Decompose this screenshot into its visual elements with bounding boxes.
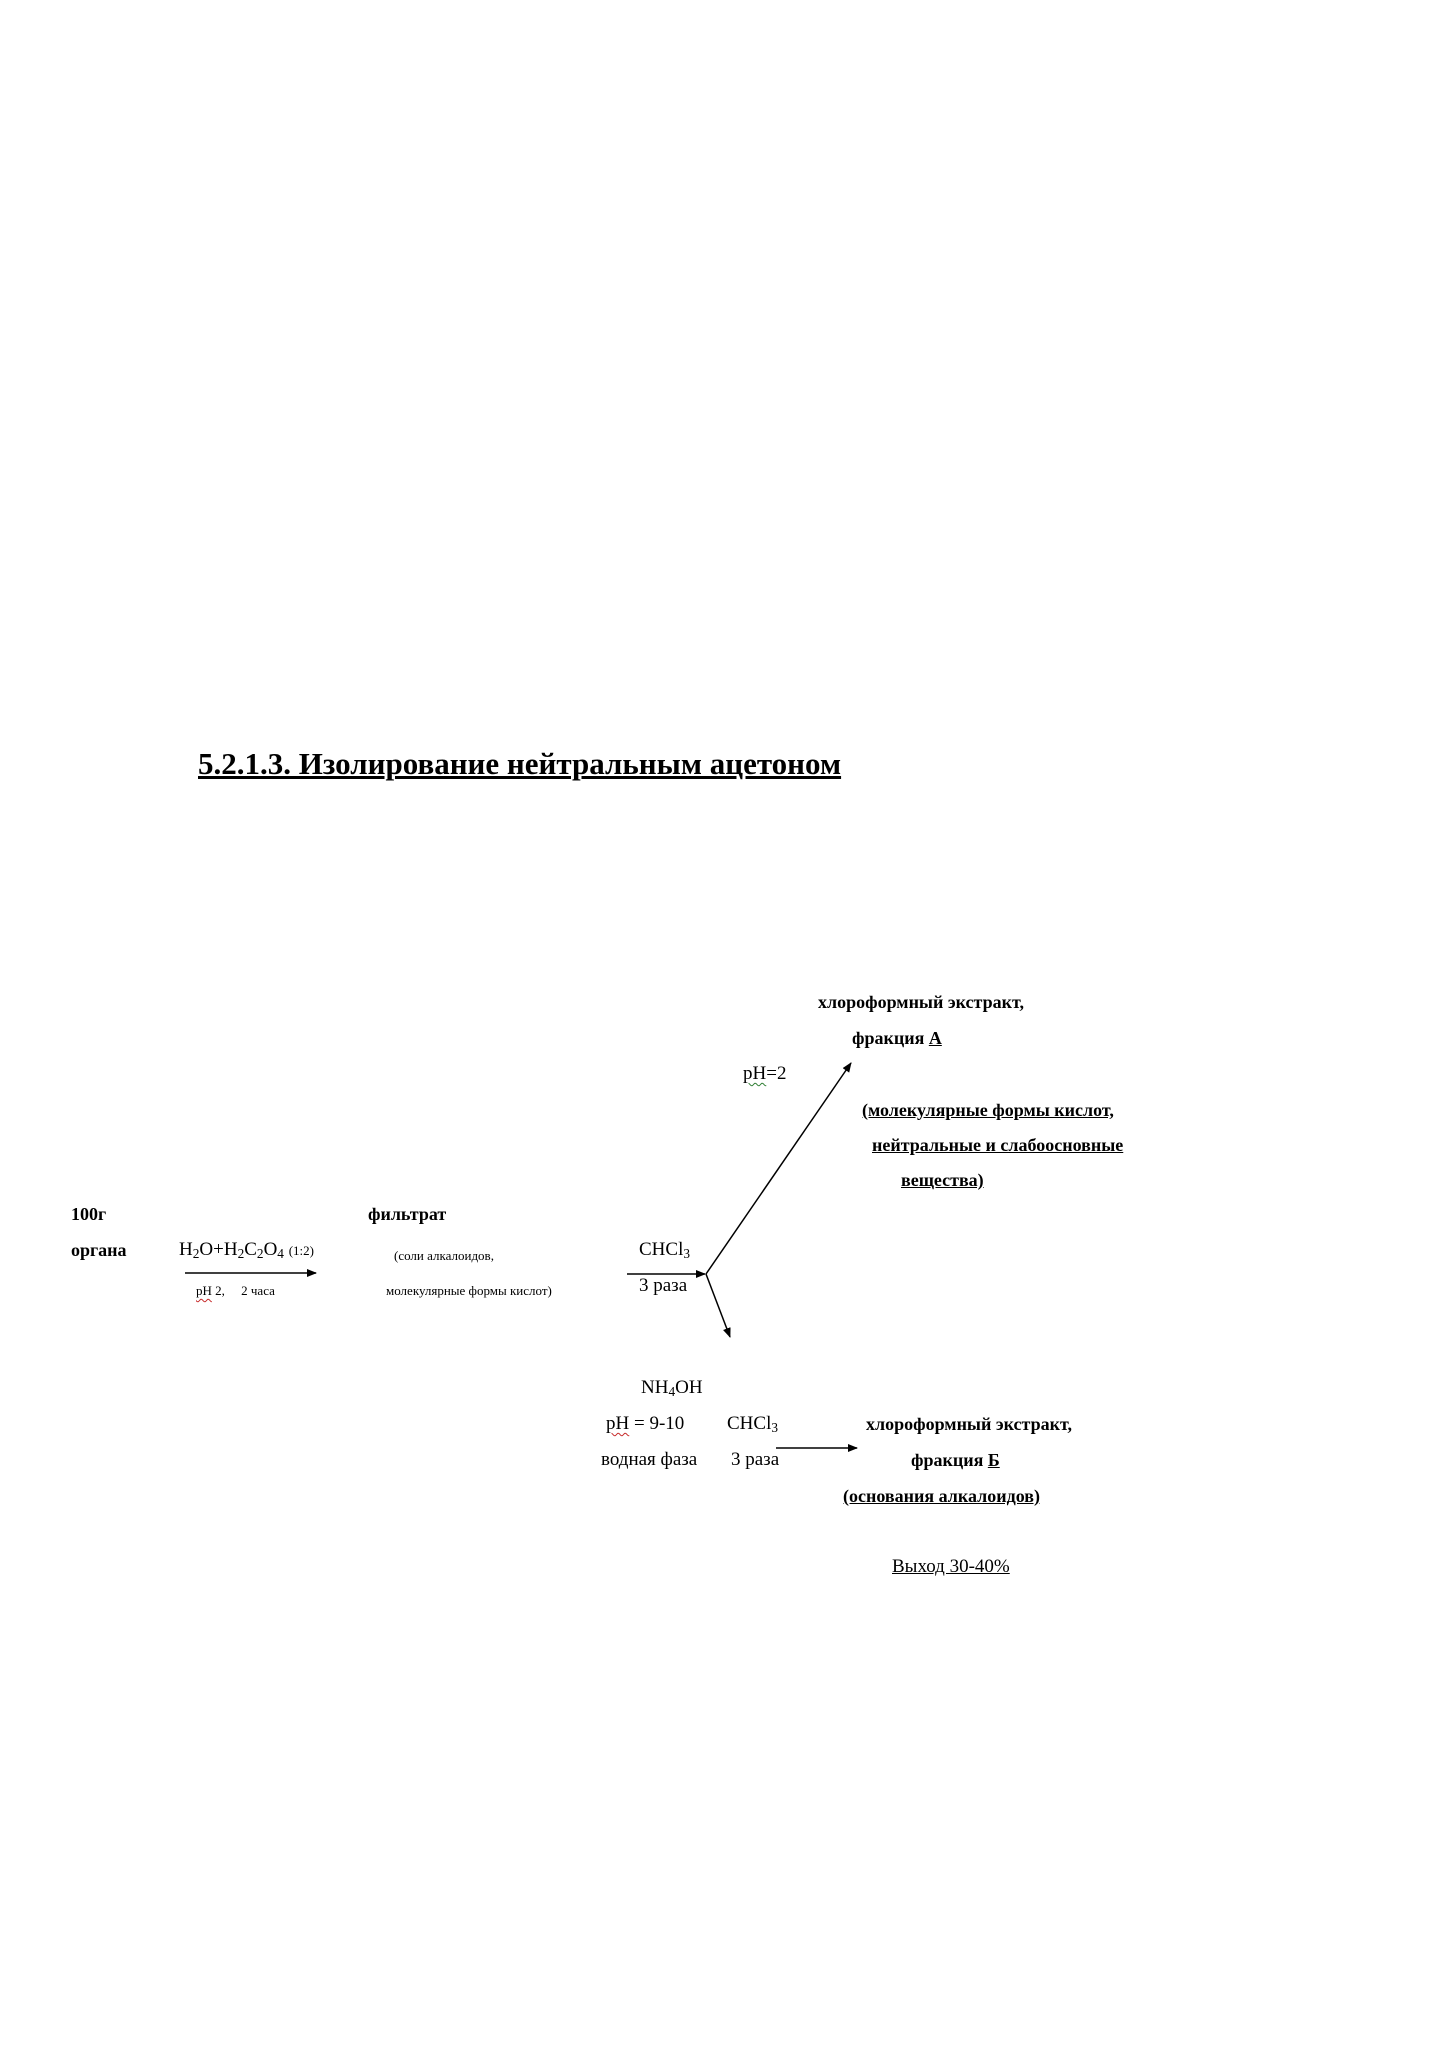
branch-down-phase: водная фаза (601, 1449, 698, 1470)
reagent2-times: 3 раза (639, 1275, 688, 1296)
arrow-branch-up (706, 1063, 851, 1274)
branch-down-reagent: $NH_4OH$ (641, 1377, 703, 1399)
section-heading: 5.2.1.3. Изолирование нейтральным ацетоном (198, 746, 842, 781)
start-line1: 100г (71, 1204, 107, 1224)
branch-up-note3: вещества) (901, 1170, 984, 1190)
yield-text: Выход 30-40% (892, 1556, 1010, 1577)
branch-down-chcl3: CHCl$_3$ (727, 1413, 779, 1435)
branch-down-times: 3 раза (731, 1449, 780, 1470)
branch-up-ph: pH=2 (743, 1063, 787, 1084)
branch-up-fraction: фракция А (852, 1028, 942, 1048)
filtrate-title: фильтрат (368, 1204, 447, 1224)
branch-down-note: (основания алкалоидов) (843, 1486, 1040, 1506)
branch-up-note2: нейтральные и слабоосновные (872, 1135, 1124, 1155)
reagent1-conditions: pH 2, 2 часа (196, 1283, 275, 1298)
branch-down-ph: pH = 9-10 (606, 1413, 685, 1434)
filtrate-line1: (соли алкалоидов, (394, 1248, 494, 1263)
reagent1-ratio: (1:2) (288, 1243, 314, 1258)
branch-down-fraction: фракция Б (911, 1450, 1000, 1470)
start-line2: органа (71, 1240, 127, 1260)
reagent1-formula: $H_2O+H_2C_2O_4$ (1:2) (179, 1239, 314, 1261)
branch-down-title: хлороформный экстракт, (866, 1414, 1072, 1434)
branch-up-note1: (молекулярные формы кислот, (862, 1100, 1114, 1120)
arrow-branch-down (706, 1274, 730, 1337)
branch-up-title: хлороформный экстракт, (818, 992, 1024, 1012)
filtrate-line2: молекулярные формы кислот) (386, 1283, 552, 1298)
reagent2-formula: CHCl$_3$ (639, 1239, 691, 1261)
